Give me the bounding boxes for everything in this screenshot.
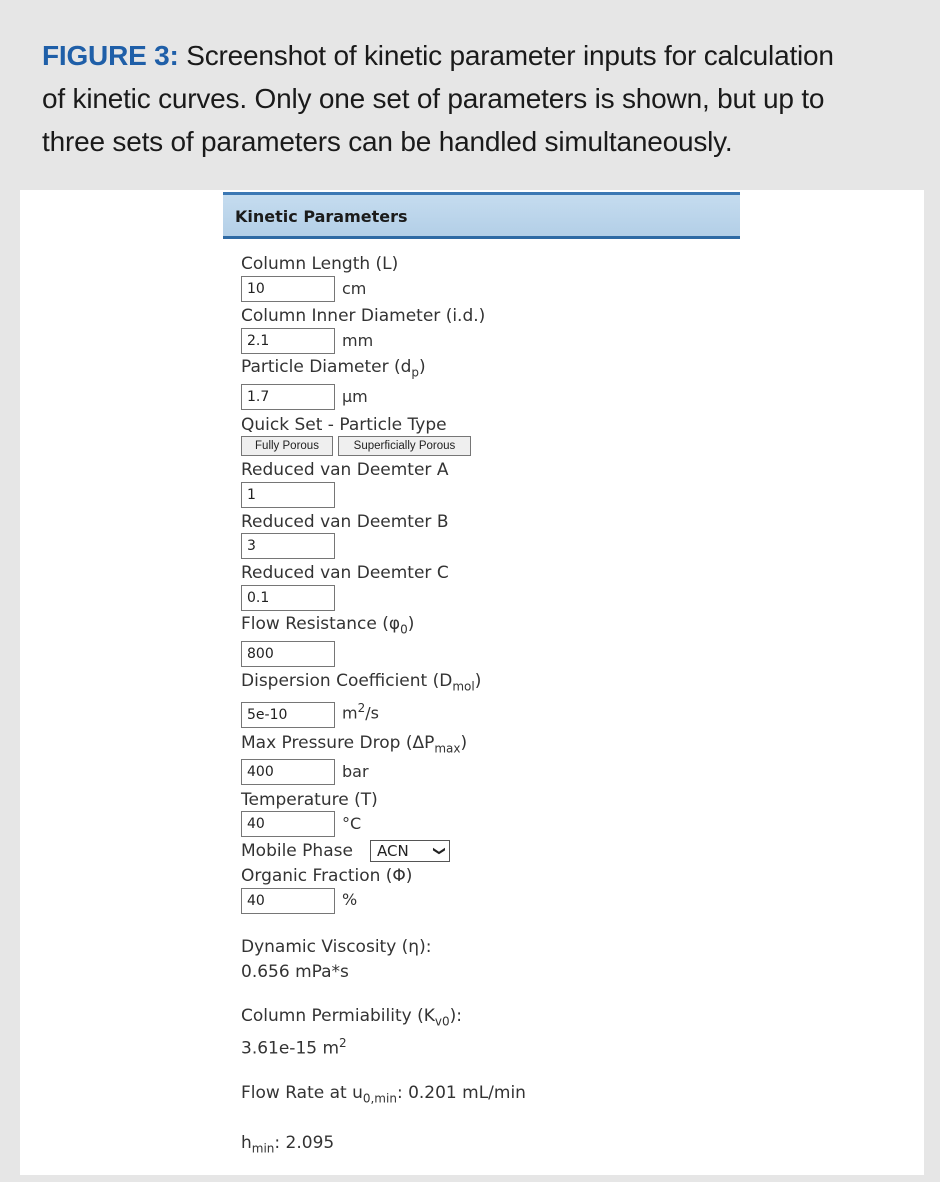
vd-c-label: Reduced van Deemter C <box>241 563 449 583</box>
max-pressure-label: Max Pressure Drop $(\Delta P_{max})$ <box>241 733 468 756</box>
vd-a-input[interactable]: 1 <box>241 482 335 508</box>
superficially-porous-button[interactable]: Superficially Porous <box>338 436 471 456</box>
column-length-label: Column Length (L) <box>241 254 399 274</box>
organic-fraction-unit: % <box>342 890 358 909</box>
mobile-phase-label: Mobile Phase <box>241 841 353 861</box>
vd-b-input[interactable]: 3 <box>241 533 335 559</box>
permeability-value: 3.61e-15 $m^2$ <box>241 1036 347 1059</box>
dispersion-label: Dispersion Coefficient $(D_{mol})$ <box>241 671 482 694</box>
particle-diameter-label: Particle Diameter $(d_p)$ <box>241 357 426 380</box>
mobile-phase-select[interactable] <box>370 840 450 862</box>
column-id-label: Column Inner Diameter (i.d.) <box>241 306 486 326</box>
kinetic-parameters-panel <box>20 190 924 1175</box>
mobile-phase-selected: ACN <box>377 842 409 860</box>
caption-line-1: Screenshot of kinetic parameter inputs for calculation <box>186 40 834 71</box>
fully-porous-button[interactable]: Fully Porous <box>241 436 333 456</box>
temperature-input[interactable]: 40 <box>241 811 335 837</box>
column-id-unit: mm <box>342 331 374 350</box>
panel-header <box>223 192 740 239</box>
temperature-unit: °C <box>342 814 362 833</box>
vd-a-label: Reduced van Deemter A <box>241 460 449 480</box>
vd-b-label: Reduced van Deemter B <box>241 512 449 532</box>
caption-line-2: of kinetic curves. Only one set of parameters is shown, but up to <box>42 83 825 114</box>
figure-caption <box>42 34 912 163</box>
flow-resistance-label: Flow Resistance $(\varphi_0)$ <box>241 614 415 637</box>
column-length-unit: cm <box>342 279 367 298</box>
particle-diameter-unit: µm <box>342 387 368 406</box>
flow-resistance-input[interactable]: 800 <box>241 641 335 667</box>
quick-set-label: Quick Set - Particle Type <box>241 415 447 435</box>
viscosity-value: 0.656 mPa*s <box>241 962 349 982</box>
figure-label: FIGURE 3: <box>42 40 179 71</box>
flow-rate-text: Flow Rate at $u_{0,min}$: 0.201 mL/min <box>241 1083 526 1106</box>
organic-fraction-label: Organic Fraction (Φ) <box>241 866 413 886</box>
temperature-label: Temperature (T) <box>241 790 378 810</box>
panel-title: Kinetic Parameters <box>235 207 408 226</box>
dispersion-unit: $m^2/s$ <box>342 701 379 723</box>
particle-diameter-input[interactable]: 1.7 <box>241 384 335 410</box>
column-length-input[interactable]: 10 <box>241 276 335 302</box>
organic-fraction-input[interactable]: 40 <box>241 888 335 914</box>
max-pressure-unit: bar <box>342 762 369 781</box>
permeability-label: Column Permiability $(K_{v0})$: <box>241 1006 462 1029</box>
vd-c-input[interactable]: 0.1 <box>241 585 335 611</box>
column-id-input[interactable]: 2.1 <box>241 328 335 354</box>
caption-line-3: three sets of parameters can be handled simultaneously. <box>42 126 733 157</box>
hmin-text: $h_{min}$: 2.095 <box>241 1133 335 1156</box>
chevron-down-icon: ❮ <box>430 845 445 857</box>
dispersion-input[interactable]: 5e-10 <box>241 702 335 728</box>
viscosity-label: Dynamic Viscosity (η): <box>241 937 432 957</box>
max-pressure-input[interactable]: 400 <box>241 759 335 785</box>
